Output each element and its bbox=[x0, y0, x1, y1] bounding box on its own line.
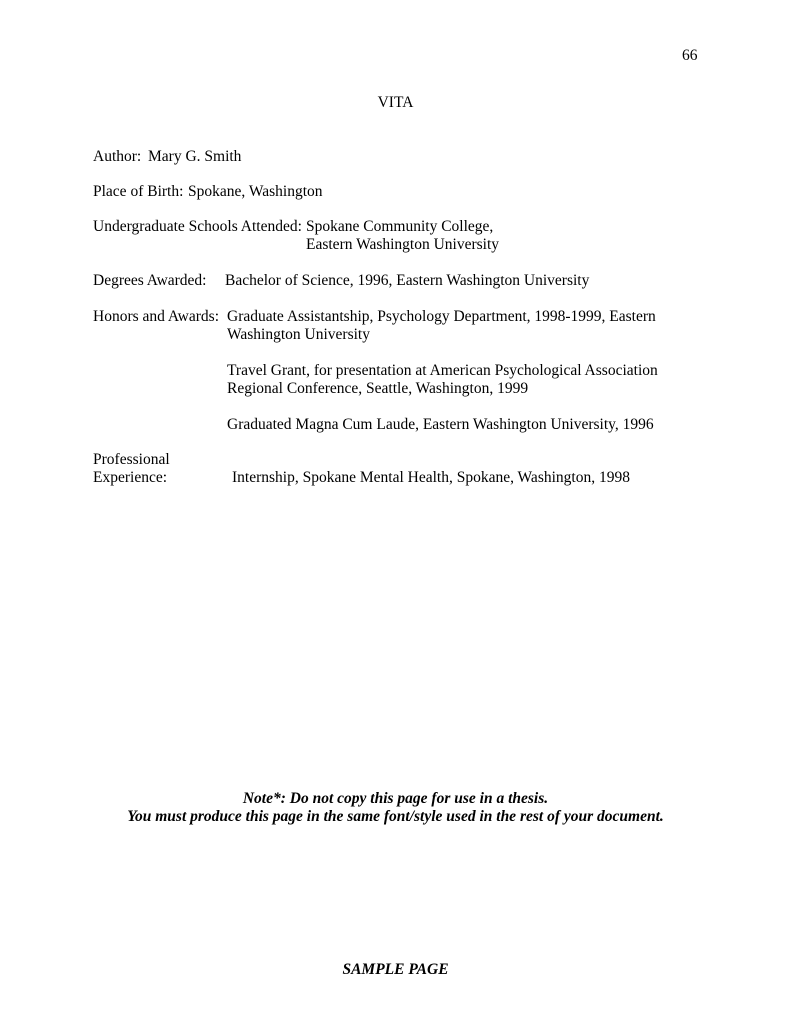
author-value: Mary G. Smith bbox=[148, 148, 242, 165]
page-number: 66 bbox=[682, 47, 698, 64]
professional-value: Internship, Spokane Mental Health, Spokane, Washington, 1998 bbox=[232, 469, 630, 486]
note-line-2: You must produce this page in the same font/style used in the rest of your document. bbox=[127, 808, 664, 825]
birth-label: Place of Birth: bbox=[93, 183, 184, 200]
degrees-value: Bachelor of Science, 1996, Eastern Washington University bbox=[225, 272, 590, 289]
sample-page-footer: SAMPLE PAGE bbox=[342, 961, 449, 978]
undergrad-label: Undergraduate Schools Attended: bbox=[93, 218, 302, 235]
honors-label: Honors and Awards: bbox=[93, 308, 220, 325]
professional-label-2: Experience: bbox=[93, 469, 168, 486]
degrees-label: Degrees Awarded: bbox=[93, 272, 207, 289]
honor-3-line-1: Graduated Magna Cum Laude, Eastern Washington University, 1996 bbox=[227, 416, 654, 433]
author-label: Author: bbox=[93, 148, 142, 165]
undergrad-school-2: Eastern Washington University bbox=[306, 236, 500, 253]
page-title: VITA bbox=[377, 94, 414, 111]
undergrad-school-1: Spokane Community College, bbox=[306, 218, 494, 235]
note-line-1: Note*: Do not copy this page for use in a thesis. bbox=[242, 790, 549, 807]
professional-label-1: Professional bbox=[93, 451, 170, 468]
honor-1-line-1: Graduate Assistantship, Psychology Department, 1998-1999, Eastern bbox=[227, 308, 656, 325]
honor-1-line-2: Washington University bbox=[227, 326, 370, 343]
honor-2-line-2: Regional Conference, Seattle, Washington, 1999 bbox=[227, 380, 529, 397]
honor-2-line-1: Travel Grant, for presentation at American Psychological Association bbox=[227, 362, 658, 379]
birth-value: Spokane, Washington bbox=[188, 183, 323, 200]
